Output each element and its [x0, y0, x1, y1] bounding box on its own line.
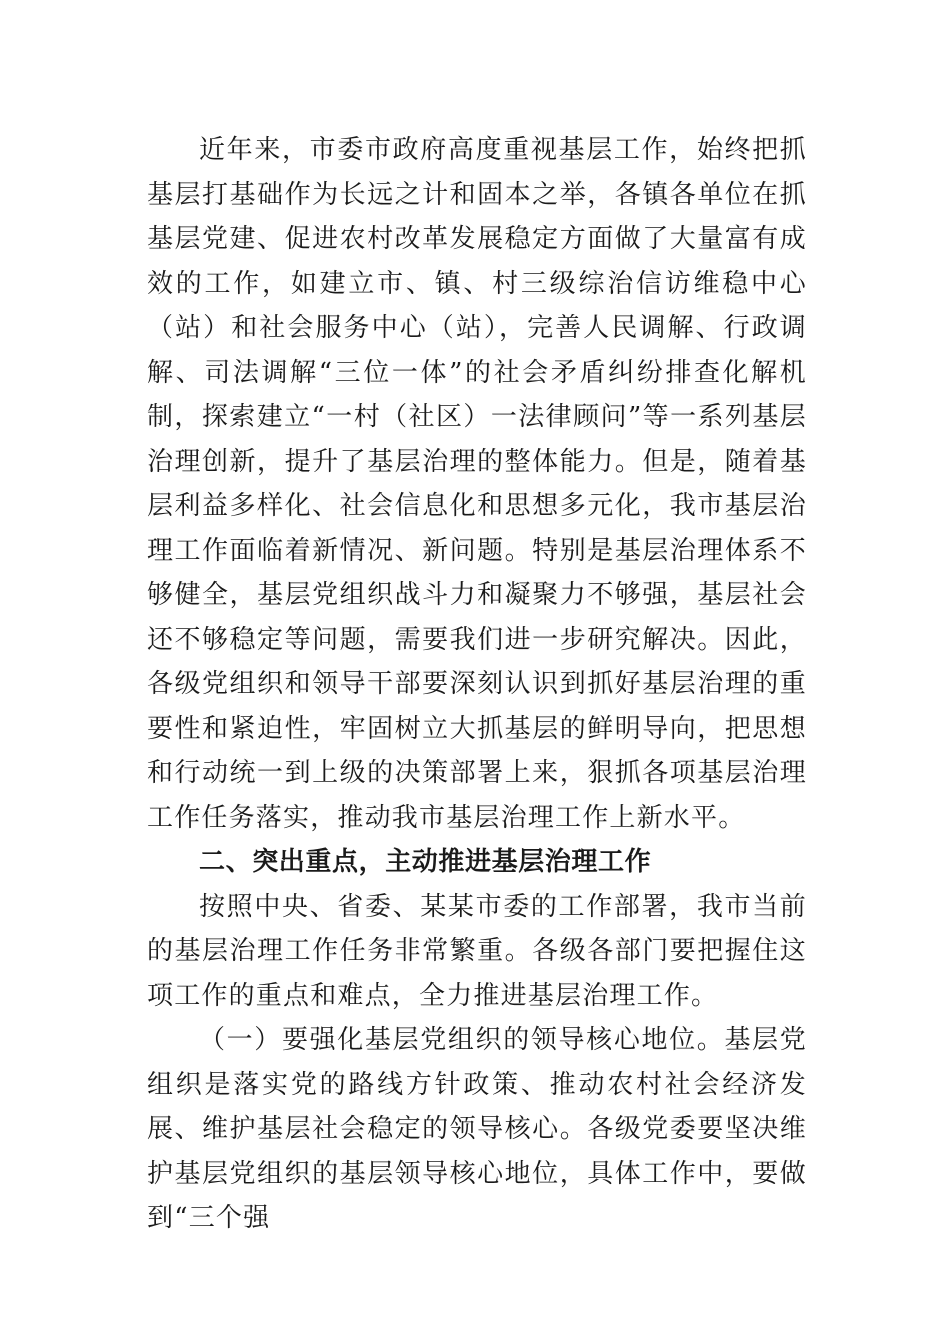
- paragraph-2: 按照中央、省委、某某市委的工作部署，我市当前的基层治理工作任务非常繁重。各级各部门要把握住这项工作的重点和难点，全力推进基层治理工作。: [147, 891, 807, 1011]
- subsection-heading-1: （一）要强化基层党组织的领导核心地位。: [199, 1025, 725, 1055]
- paragraph-3: [147, 1018, 807, 1241]
- paragraph-1: 近年来，市委市政府高度重视基层工作，始终把抓基层打基础作为长远之计和固本之举，各镇各单位在抓基层党建、促进农村改革发展稳定方面做了大量富有成效的工作，如建立市、镇、村三级综治信访维稳中心（站）和社会服务中心（站），完善人民调解、行政调解、司法调解“三位一体”的社会矛盾纠纷排查化解机制，探索建立“一村（社区）一法律顾问”等一系列基层治理创新，提升了基层治理的整体能力。但是，随着基层利益多样化、社会信息化和思想多元化，我市基层治理工作面临着新情况、新问题。特别是基层治理体系不够健全，基层党组织战斗力和凝聚力不够强，基层社会还不够稳定等问题，需要我们进一步研究解决。因此，各级党组织和领导干部要深刻认识到抓好基层治理的重要性和紧迫性，牢固树立大抓基层的鲜明导向，把思想和行动统一到上级的决策部署上来，狠抓各项基层治理工作任务落实，推动我市基层治理工作上新水平。: [147, 135, 807, 833]
- section-heading-2: 二、突出重点，主动推进基层治理工作: [199, 847, 652, 877]
- paragraph-3-body: 基层党组织是落实党的路线方针政策、推动农村社会经济发展、维护基层社会稳定的领导核心。各级党委要坚决维护基层党组织的基层领导核心地位，具体工作中，要做到“三个强: [147, 1025, 807, 1233]
- document-body: [147, 128, 807, 1241]
